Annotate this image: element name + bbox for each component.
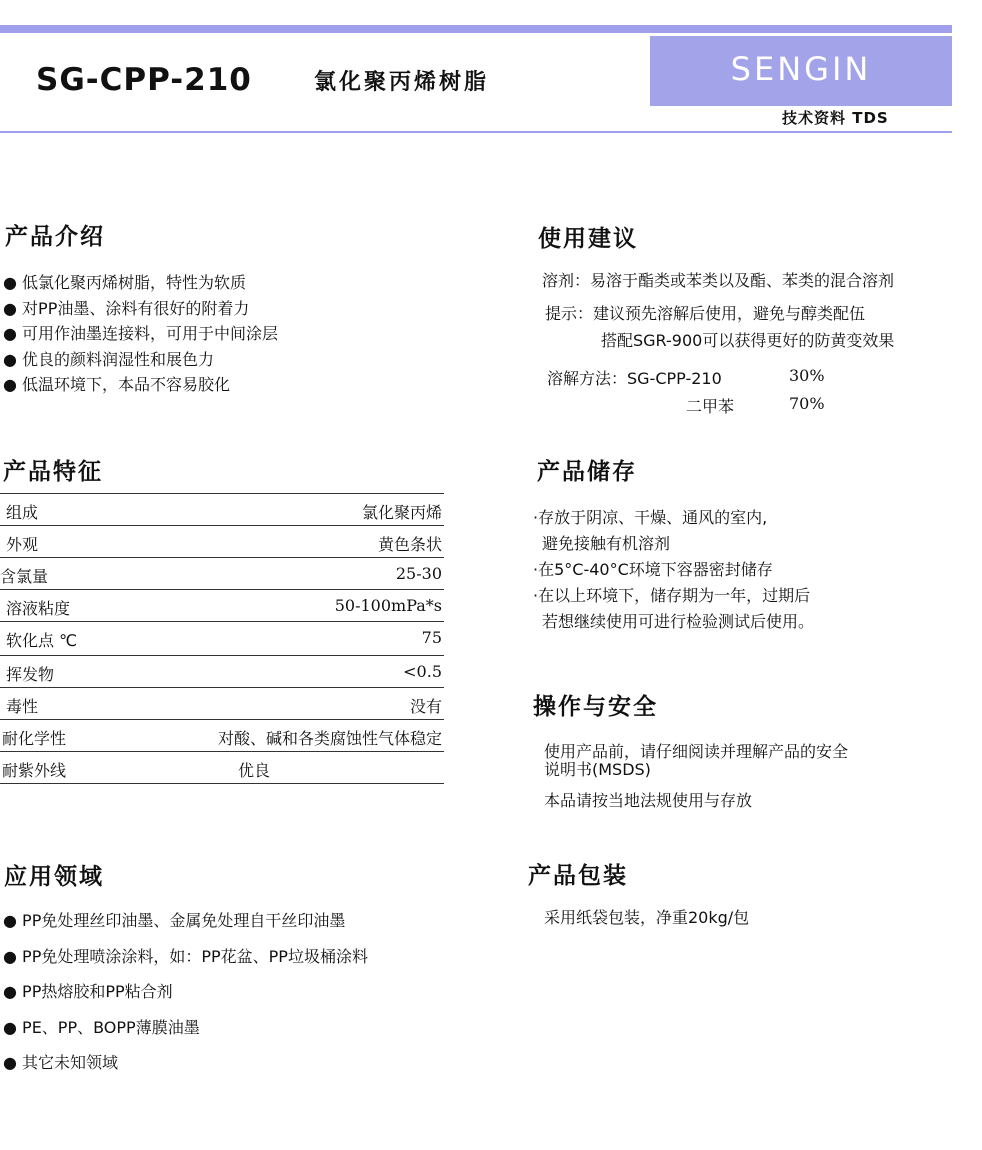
brand-logo-text: SENGIN [730, 50, 872, 88]
list-item: ● 可用作油墨连接料，可用于中间涂层 [3, 324, 279, 343]
usage-method-pct-2: 70% [789, 394, 825, 413]
safety-line-1: 使用产品前，请仔细阅读并理解产品的安全 [544, 742, 849, 761]
table-row: 耐化学性 对酸、碱和各类腐蚀性气体稳定 [0, 719, 444, 750]
list-item: ● 低温环境下，本品不容易胶化 [3, 375, 231, 394]
safety-heading: 操作与安全 [533, 694, 658, 720]
list-item: ● 优良的颜料润湿性和展色力 [3, 349, 215, 369]
usage-method-pct-1: 30% [789, 366, 825, 385]
usage-solvent: 溶剂：易溶于酯类或苯类以及酯、苯类的混合溶剂 [542, 271, 895, 290]
packaging-text: 采用纸袋包装，净重20kg/包 [544, 908, 750, 927]
product-name: 氯化聚丙烯树脂 [314, 70, 490, 95]
usage-hint-2: 搭配SGR-900可以获得更好的防黄变效果 [601, 331, 895, 350]
usage-hint: 提示：建议预先溶解后使用，避免与醇类配伍 [545, 304, 866, 323]
usage-method-item-2: 二甲苯 [686, 397, 735, 416]
safety-line-2: 说明书(MSDS) [544, 760, 651, 779]
product-code: SG-CPP-210 [36, 62, 252, 98]
apps-list [3, 903, 368, 1081]
list-item: ● PP免处理丝印油墨、金属免处理自干丝印油墨 [3, 911, 346, 930]
usage-method: 溶解方法：SG-CPP-210 [547, 369, 722, 388]
storage-text: ·存放于阴凉、干燥、通风的室内, 避免接触有机溶剂 ·在5°C-40°C环境下容器密封储存 ·在以上环境下，储存期为一年，过期后 若想继续使用可进行检验测试后使用。 [533, 508, 815, 631]
table-row: 含氯量 25-30 [0, 557, 444, 588]
table-row: 毒性 没有 [0, 687, 444, 718]
table-row: 挥发物 <0.5 [0, 655, 444, 686]
table-row: 软化点 ℃ 75 [0, 621, 444, 652]
table-row: 溶液粘度 50-100mPa*s [0, 589, 444, 620]
table-row: 组成 氯化聚丙烯 [0, 493, 444, 524]
intro-list [3, 270, 278, 398]
list-item: ● PP热熔胶和PP粘合剂 [3, 982, 173, 1001]
packaging-heading: 产品包装 [528, 863, 628, 889]
table-row: 耐紫外线 优良 [0, 751, 444, 782]
safety-line-3: 本品请按当地法规使用与存放 [544, 791, 753, 810]
usage-heading: 使用建议 [538, 226, 638, 252]
intro-heading: 产品介绍 [5, 224, 105, 250]
list-item: ● 其它未知领域 [3, 1053, 119, 1072]
list-item: ● PE、PP、BOPP薄膜油墨 [3, 1017, 200, 1037]
list-item: ● PP免处理喷涂涂料，如：PP花盆、PP垃圾桶涂料 [3, 946, 368, 966]
list-item: ● 对PP油墨、涂料有很好的附着力 [3, 298, 250, 318]
storage-heading: 产品储存 [537, 459, 637, 485]
header-divider [0, 131, 952, 133]
table-row: 外观 黄色条状 [0, 525, 444, 556]
features-heading: 产品特征 [3, 459, 103, 485]
header-accent-bar [0, 25, 952, 33]
apps-heading: 应用领域 [4, 864, 104, 890]
table-bottom-rule [0, 783, 444, 784]
tds-label: 技术资料 TDS [782, 109, 889, 127]
list-item: ● 低氯化聚丙烯树脂，特性为软质 [3, 273, 247, 292]
